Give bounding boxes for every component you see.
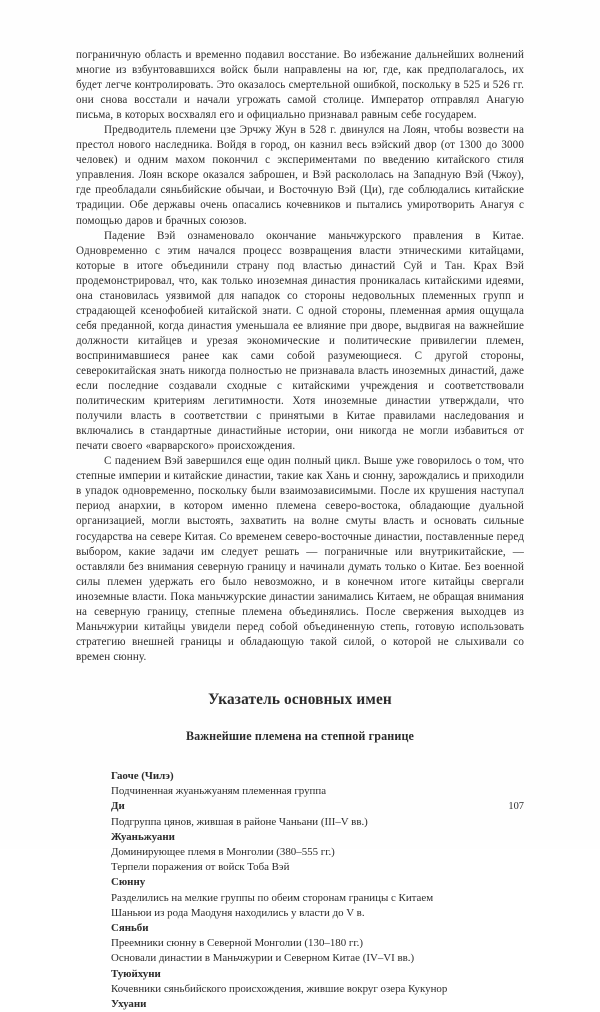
index-entry-description: Терпели поражения от войск Тоба Вэй	[111, 861, 290, 874]
index-entry-description: Подчиненная жуаньжуаням племенная группа	[111, 785, 327, 798]
index-entry-description: Доминирующее племя в Монголии (380–555 гг.)	[111, 845, 335, 858]
paragraph: Предводитель племени цзе Эрчжу Жун в 528 г. двинулся на Лоян, чтобы возвести на престол нового наследника. Войдя в город, он казнил весь вэйский двор (от 1300 до 3000 человек) и одним махом покончил с экспериментами по введению китайского стиля управления. Лоян вскоре оказался заброшен, и Вэй раскололась на Западную Вэй (Чжоу), где преобладали сяньбийские обычаи, и Восточную Вэй (Ци), где соблюдались китайские традиции. Обе державы очень опасались кочевников и пытались умиротворить Анагуя с помощью даров и брачных союзов.	[76, 124, 524, 227]
index-entry-term: Туюйхуни	[111, 967, 161, 980]
index-entry-term: Ухуани	[111, 997, 147, 1010]
index-entry	[111, 921, 524, 967]
paragraph: Падение Вэй ознаменовало окончание маньчжурского правления в Китае. Одновременно с этим начался процесс возвращения власти этническими китайцами, которые в итоге объединили страну под властью династий Суй и Тан. Крах Вэй продемонстрировал, что, как только иноземная династия проникалась китайскими идеями, она становилась уязвимой для нападок со стороны недовольных племенных групп и страдающей ксенофобией китайской знати. С одной стороны, племенная армия ощущала себя преданной, когда династия уменьшала ее влияние при дворе, выдвигая на важнейшие должности китайцев и урезая экономические и политические привилегии племен, воспринимавшиеся ранее как сами собой разумеющиеся. С другой стороны, северокитайская знать никогда полностью не признавала власть иноземных династий, даже если последние создавали сходные с китайскими учреждения и соответствовали политическим критериям легитимности. Хотя иноземные династии утверждали, что получили власть в соответствии с принятыми в Китае правилами наследования и включались в стандартные династийные истории, они никогда не могли избавиться от печати своего «варварского» происхождения.	[76, 229, 524, 453]
index-entry-description: Преемники сюнну в Северной Монголии (130–180 гг.)	[111, 937, 363, 950]
index-entry-description: Шаньюи из рода Маодуня находились у власти до V в.	[111, 906, 365, 919]
index-entry	[111, 875, 524, 921]
page-content	[76, 48, 524, 1012]
paragraph: пограничную область и временно подавил восстание. Во избежание дальнейших волнений многие из взбунтовавшихся войск были направлены на юг, где, как предполагалось, их будет легче контролировать. Это оказалось смертельной ошибкой, поскольку в 525 и 526 гг. они снова восстали и начали угрожать самой столице. Император отправлял Анагую письма, в которых восхвалял его и официально признавал равным себе государем.	[76, 49, 524, 122]
index-entry-description: Кочевники сяньбийского происхождения, жившие вокруг озера Кукунор	[111, 982, 448, 995]
index-entry	[111, 769, 524, 799]
index-entry-term: Ди	[111, 800, 125, 813]
index-entry-term: Гаоче (Чилэ)	[111, 769, 174, 782]
index-entry	[111, 997, 524, 1012]
index-entry-term: Сяньби	[111, 921, 149, 934]
index-entry-term: Жуаньжуани	[111, 830, 175, 843]
index-headings	[76, 690, 524, 745]
index-entry-term: Сюнну	[111, 876, 146, 889]
body-text	[76, 48, 524, 665]
index-entry-description: Основали династии в Маньчжурии и Северном Китае (IV–VI вв.)	[111, 952, 415, 965]
paragraph: С падением Вэй завершился еще один полный цикл. Выше уже говорилось о том, что степные империи и китайские династии, такие как Хань и сюнну, зарождались и приходили в упадок одновременно, поскольку были взаимозависимыми. После их крушения наступал период анархии, в котором именно племена северо-востока, обладающие дуальной организацией, могли выстоять, захватить на волне смуты власть и основать сильные государства на севере Китая. Со временем северо-восточные династии, поставленные перед выбором, какие задачи им следует решать — пограничные или внутрикитайские, — оставляли без внимания северную границу и начинали думать только о Китае. Без военной силы племен удержать его было невозможно, и в конечном итоге китайцы свергали иноземные власти. Пока маньчжурские династии занимались Китаем, не обращая внимания на северную границу, степные племена объединялись. После свержения выходцев из Маньчжурии китайцы увидели перед собой объединенную степь, готовую использовать стратегию внешней границы и обладающую такой силой, о которой не слыхивали со времен сюнну.	[76, 455, 524, 663]
page-number: 107	[508, 801, 524, 812]
index-subtitle: Важнейшие племена на степной границе	[185, 728, 415, 743]
index-entry	[111, 830, 524, 876]
index-entry-description: Разделились на мелкие группы по обеим сторонам границы с Китаем	[111, 891, 434, 904]
index-title: Указатель основных имен	[208, 690, 392, 708]
index-entry	[111, 967, 524, 997]
index-entry-description: Подгруппа цянов, жившая в районе Чаньани (III–V вв.)	[111, 815, 368, 828]
